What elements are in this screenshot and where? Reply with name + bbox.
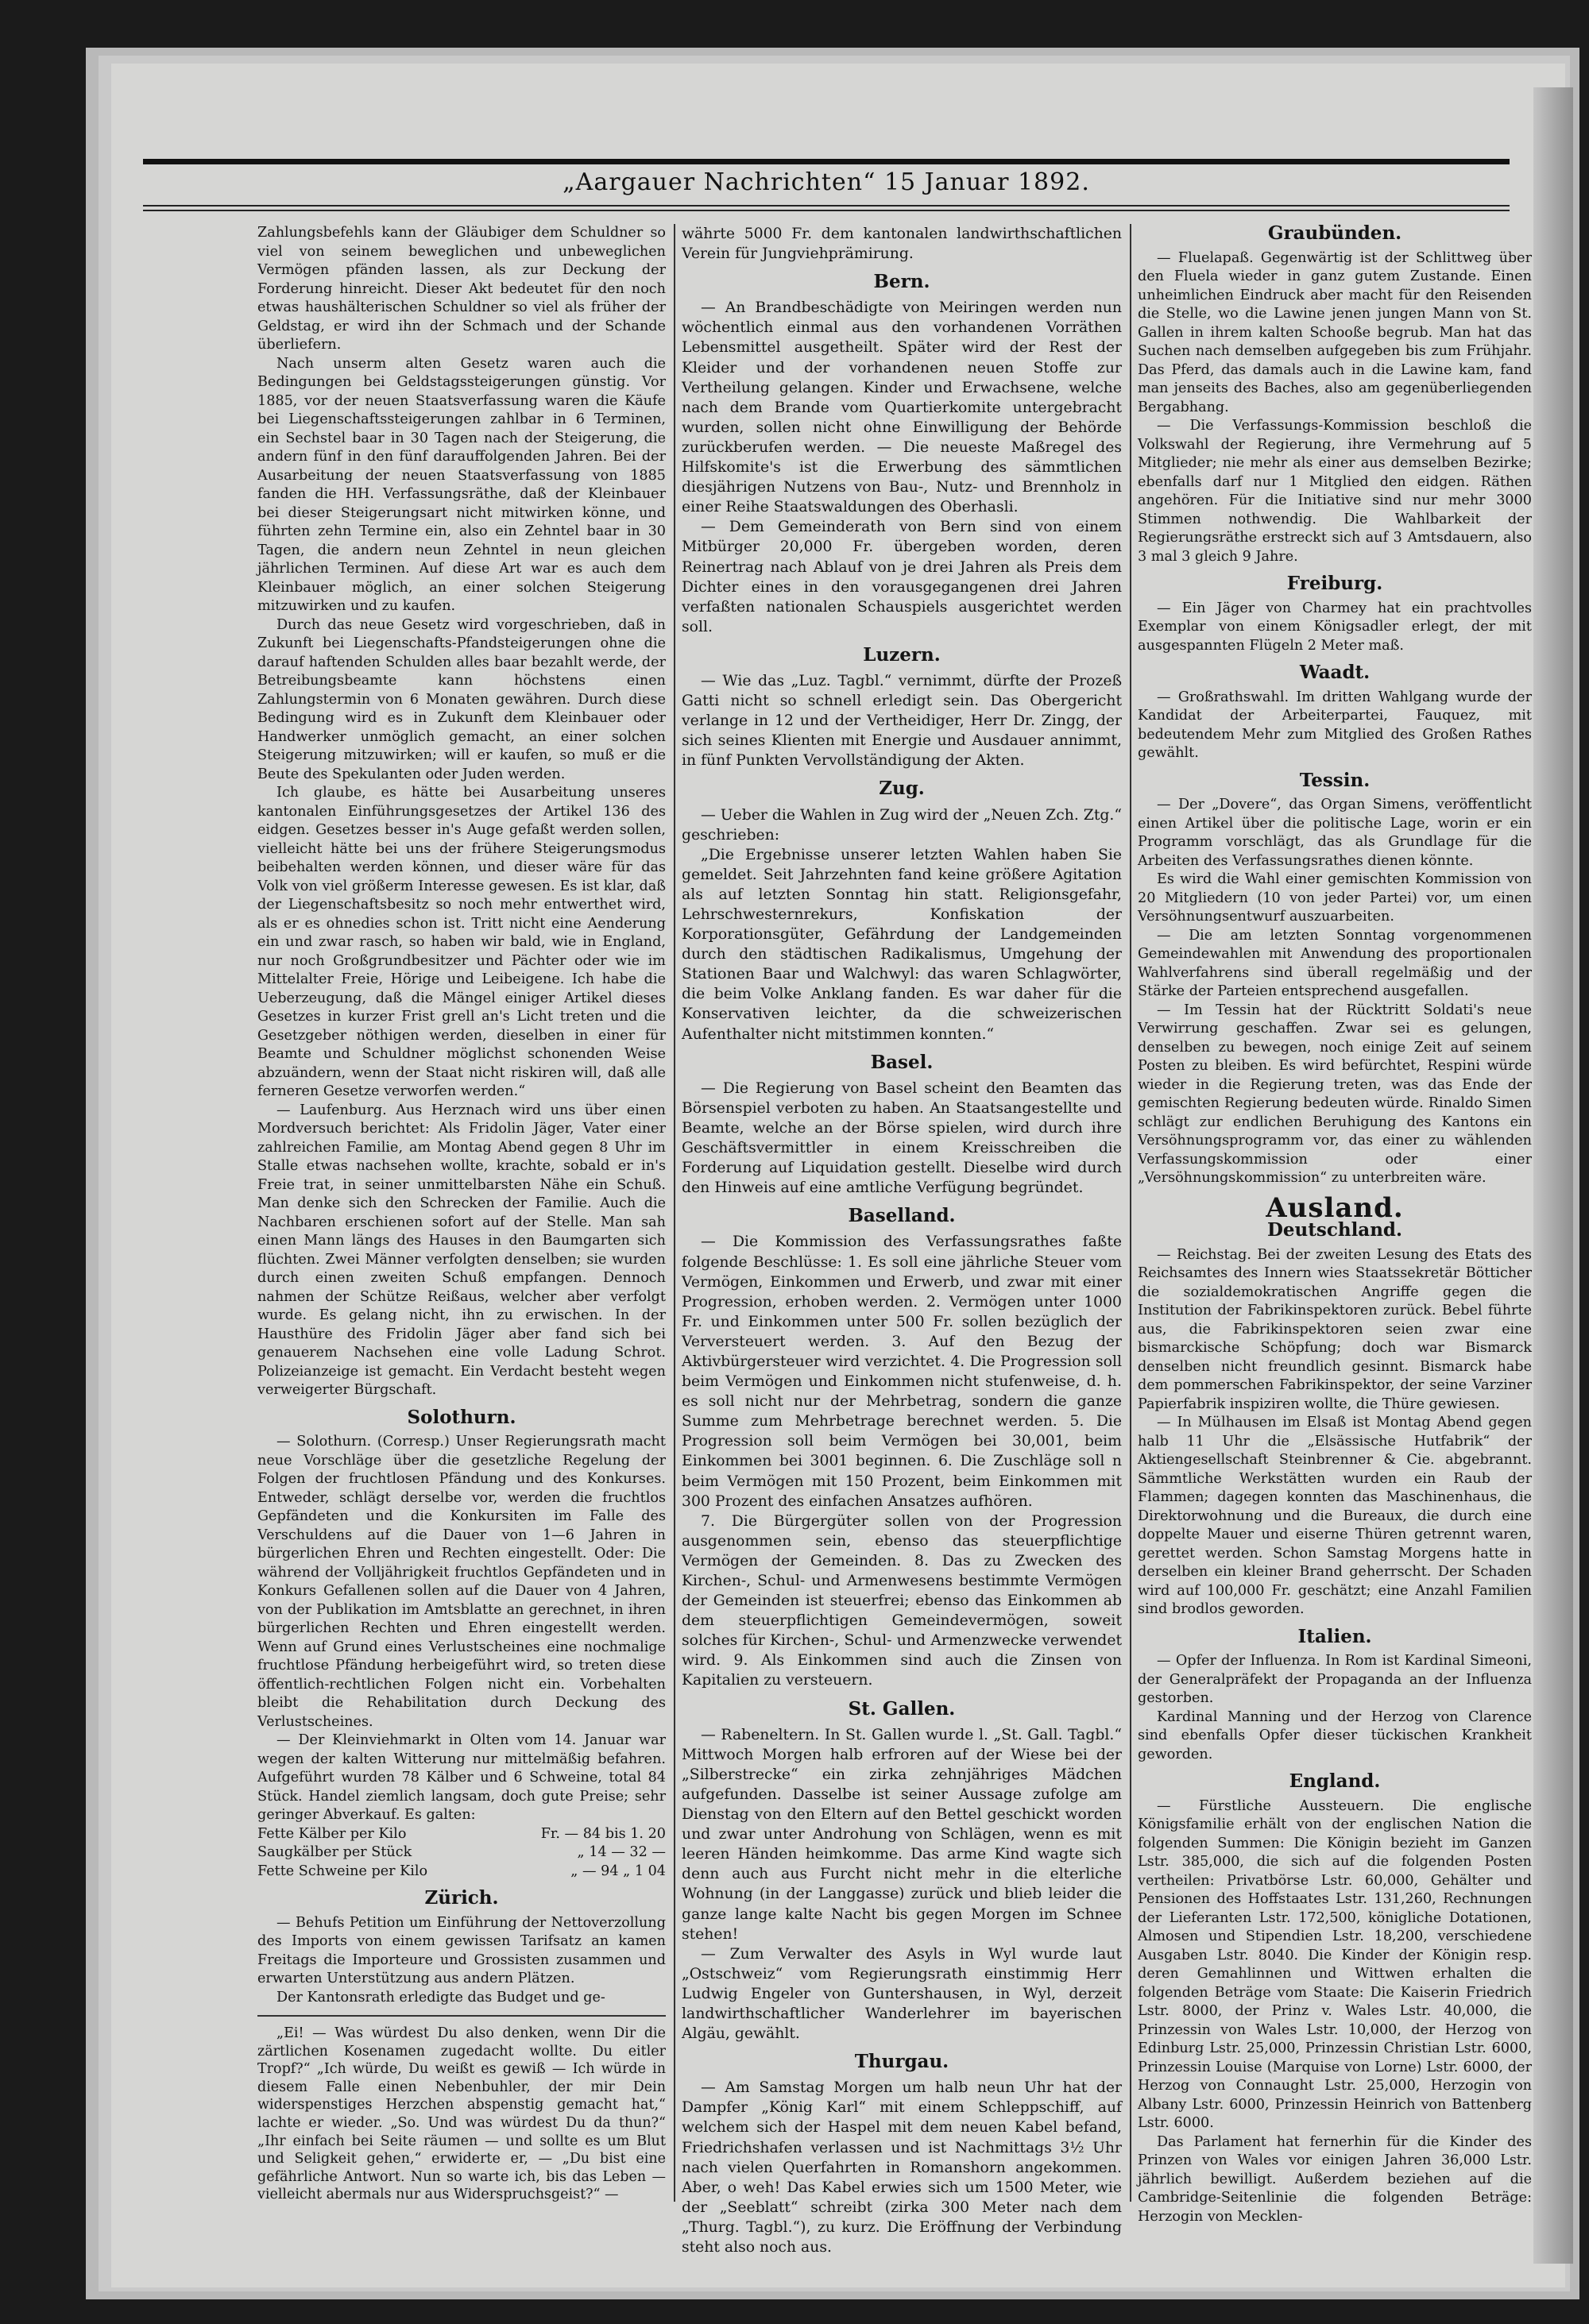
section-heading: Freiburg. bbox=[1286, 573, 1383, 594]
paragraph: Das Parlament hat fernerhin für die Kinder des Prinzen von Wales vor einigen Jahren 36,000 Lstr. jährlich bewilligt. Außerdem beziehen auf die Cambridge-Seitenlinie die folgenden Beträge: Herzogin von Mecklen- bbox=[1138, 2133, 1532, 2225]
paragraph: — Fluelapaß. Gegenwärtig ist der Schlittweg über den Fluela wieder in ganz gutem Zustande. Einen unheimlichen Eindruck aber macht für den Reisenden die Stelle, wo die Lawine jenen jungen Mann von St. Gallen in ihrem kalten Schooße begrub. Man hat das Suchen nach demselben aufgegeben bis zum Frühjahr. Das Pferd, das damals auch in die Lawine kam, fand man jenseits des Baches, also am gegenüberliegenden Bergabhang. bbox=[1138, 249, 1532, 415]
section-heading: Italien. bbox=[1297, 1625, 1372, 1647]
price-row bbox=[257, 1825, 666, 1844]
paragraph: — Ueber die Wahlen in Zug wird der „Neuen Zch. Ztg.“ geschrieben: bbox=[682, 806, 1122, 844]
paragraph: — Reichstag. Bei der zweiten Lesung des Etats des Reichsamtes des Innern wies Staatssekretär Bötticher die sozialdemokratischen Angriffe gegen die Institution der Fabrikinspektoren zurück. Bebel führte aus, die Fabrikinspektoren seien zwar eine bismarckische Schöpfung; doch war Bismarck denselben nicht freundlich gesinnt. Bismarck habe dem pommerschen Fabrikinspektor, der seine Varziner Papierfabrik inspiziren wollte, die Thüre gewiesen. bbox=[1138, 1246, 1532, 1412]
paragraph: — Zum Verwalter des Asyls in Wyl wurde laut „Ostschweiz“ vom Regierungsrath einstimmig Herr Ludwig Engeler von Guntershausen, in Wyl, derzeit landwirthschaftlicher Wanderlehrer im bayerischen Algäu, gewählt. bbox=[682, 1945, 1122, 2043]
section-heading: Graubünden. bbox=[1267, 222, 1402, 244]
paragraph: Ich glaube, es hätte bei Ausarbeitung unseres kantonalen Einführungsgesetzes der Artikel 136 des eidgen. Gesetzes besser in's Auge gefaßt werden sollen, vielleicht hätte bei uns der frühere Steigerungsmodus beibehalten werden können, und dieser wäre für das Volk von viel größerm Interesse gewesen. Es ist klar, daß der Liegenschaftsbesitz so noch mehr entwerthet wird, als er es ohnedies schon ist. Tritt nicht eine Aenderung ein und zwar rasch, so haben wir bald, wie in England, nur noch Großgrundbesitzer und Pächter oder wie im Mittelalter Freie, Hörige und Leibeigene. Ich habe die Ueberzeugung, daß die Mängel einiger Artikel dieses Gesetzes in kurzer Frist grell an's Licht treten und die Gesetzgeber nöthigen werden, dieselben in einer für Beamte und Schuldner möglichst schonenden Weise abzuändern, wenn der Staat nicht riskiren will, daß alle ferneren Gesetze verworfen werden.“ bbox=[257, 785, 666, 1099]
section-heading: Tessin. bbox=[1299, 769, 1371, 791]
paragraph: — Die Regierung von Basel scheint den Beamten das Börsenspiel verboten zu haben. An Staatsangestellte und Beamte, welche an der Börse spielen, wird durch ihre Geschäftsvermittler in einem Kreisschreiben die Forderung auf Liquidation gestellt. Dieselbe wird durch den Hinweis auf eine amtliche Verfügung begründet. bbox=[682, 1079, 1122, 1197]
price-value: Fr. — 84 bis 1. 20 bbox=[540, 1825, 666, 1842]
paragraph: Durch das neue Gesetz wird vorgeschrieben, daß in Zukunft bei Liegenschafts-Pfandsteigerungen ohne die darauf haftenden Schulden alles baar bezahlt werde, der Betreibungsbeamte kann höchstens einen Zahlungstermin von 6 Monaten gewähren. Durch diese Bedingung wird es in Zukunft dem Kleinbauer oder Handwerker unmöglich gemacht, an einer solchen Steigerung mitzuwirken; will er kaufen, so muß er die Beute des Spekulanten oder Juden werden. bbox=[257, 616, 666, 782]
paragraph: — Am Samstag Morgen um halb neun Uhr hat der Dampfer „König Karl“ mit einem Schleppschiff, auf welchem sich der Haspel mit dem neuen Kabel befand, Friedrichshafen verlassen und ist Nachmittags 3½ Uhr nach vielen Querfahrten in Romanshorn angekommen. Aber, o weh! Das Kabel erwies sich um 1500 Meter, wie der „Seeblatt“ schreibt (zirka 300 Meter nach dem „Thurg. Tagbl.“), zu kurz. Die Eröffnung der Verbindung steht also noch aus. bbox=[682, 2079, 1122, 2256]
masthead-bottom-rule bbox=[143, 205, 1510, 207]
paragraph: Kardinal Manning und der Herzog von Clarence sind ebenfalls Opfer dieser tückischen Krankheit geworden. bbox=[1138, 1708, 1532, 1762]
paragraph: — Die Kommission des Verfassungsrathes faßte folgende Beschlüsse: 1. Es soll eine jährliche Steuer vom Vermögen, Einkommen und Erwerb, und zwar mit einer Progression, erhoben werden. 2. Vermögen unter 1000 Fr. und Einkommen unter 500 Fr. sollen bezüglich der Verversteuert werden. 3. Auf den Bezug der Aktivbürgersteuer wird verzichtet. 4. Die Progression soll beim Vermögen und Einkommen nicht stufenweise, d. h. es soll nicht nur der Mehrbetrag, sondern die ganze Summe zum Mehrbetrage berechnet werden. 5. Die Progression soll beim Vermögen bei 30,001, beim Einkommen bei 3001 beginnen. 6. Die Zuschläge soll n beim Vermögen mit 150 Prozent, beim Einkommen mit 300 Prozent des einfachen Ansatzes aufhören. bbox=[682, 1233, 1122, 1510]
section-heading: St. Gallen. bbox=[848, 1697, 956, 1720]
masthead-top-rule bbox=[143, 159, 1510, 164]
section-heading: Luzern. bbox=[863, 643, 941, 666]
paragraph: — Behufs Petition um Einführung der Nettoverzollung des Imports von einem gewissen Tarifsatz an kamen Freitags die Importeure und Grossisten zusammen und erwarten Unterstützung aus andern Plätzen. bbox=[257, 1914, 666, 1986]
paragraph: — Die Verfassungs-Kommission beschloß die Volkswahl der Regierung, ihre Vermehrung auf 5 Mitglieder; nie mehr als einer aus demselben Bezirke; ebenfalls darf nur 1 Mitglied den eidgen. Räthen angehören. Für die Initiative sind nur mehr 3000 Stimmen nothwendig. Die Wahlbarkeit der Regierungsräthe erstreckt sich auf 3 Amtsdauern, also 3 mal 3 gleich 9 Jahre. bbox=[1138, 418, 1532, 565]
paragraph: Es wird die Wahl einer gemischten Kommission von 20 Mitgliedern (10 von jeder Partei) vor, um einen Versöhnungsentwurf auszuarbeiten. bbox=[1138, 871, 1532, 925]
paragraph: — Fürstliche Aussteuern. Die englische Königsfamilie erhält von der englischen Nation die folgenden Summen: Die Königin bezieht im Ganzen Lstr. 385,000, die sich auf die folgenden Posten vertheilen: Privatbörse Lstr. 60,000, Gehälter und Pensionen des Hoffstaates Lstr. 131,260, Rechnungen der Lieferanten Lstr. 172,500, königliche Dotationen, Almosen und Stipendien Lstr. 18,200, verschiedene Ausgaben Lstr. 8040. Die Kinder der Königin resp. deren Gemahlinnen und Wittwen erhalten die folgenden Beträge vom Staate: Die Kaiserin Friedrich Lstr. 8000, der Prinz v. Wales Lstr. 40,000, die Prinzessin von Wales Lstr. 10,000, der Herzog von Edinburg Lstr. 25,000, Prinzessin Christian Lstr. 6000, Prinzessin Louise (Marquise von Lorne) Lstr. 6000, der Herzog von Connaught Lstr. 25,000, Herzogin von Albany Lstr. 6000, Prinzessin Heinrich von Battenberg Lstr. 6000. bbox=[1138, 1797, 1532, 2131]
paragraph: Nach unserm alten Gesetz waren auch die Bedingungen bei Geldstagssteigerungen günstig. Vor 1885, vor der neuen Staatsverfassung waren die Käufe bei Liegenschaftssteigerungen zahlbar in 6 Terminen, ein Sechstel baar in 30 Tagen nach der Steigerung, die andern fünf in den fünf darauffolgenden Jahren. Bei der Ausarbeitung der neuen Staatsverfassung von 1885 fanden die HH. Verfassungsräthe, daß der Kleinbauer bei dieser Steigerungsart nicht mitwirken könne, und führten zehn Termine ein, also ein Zehntel baar in 30 Tagen, die andern neun Zehntel in neun gleichen jährlichen Terminen. Auf diese Art war es auch dem Kleinbauer möglich, an einer solchen Steigerung mitzuwirken und zu kaufen. bbox=[257, 355, 666, 614]
paragraph: währte 5000 Fr. dem kantonalen landwirthschaftlichen Verein für Jungviehprämirung. bbox=[682, 226, 1122, 263]
column-3 bbox=[1138, 224, 1532, 2226]
paragraph: — An Brandbeschädigte von Meiringen werden nun wöchentlich einmal aus den vorhandenen Vorräthen Lebensmittel ausgetheilt. Später wird der Rest der Kleider und der vorhandenen neuen Stoffe zur Vertheilung gelangen. Kinder und Erwachsene, welche nach dem Brande vom Quartierkomite untergebracht wurden, sollen nicht ohne Einwilligung der Behörde zurückberufen werden. — Die neueste Maßregel des Hilfskomite's ist die Erwerbung des sämmtlichen diesjährigen Nutzens von Bau-, Nutz- und Brennholz in einer Reihe Staatswaldungen des Oberhasli. bbox=[682, 299, 1122, 516]
paragraph: — Die am letzten Sonntag vorgenommenen Gemeindewahlen mit Anwendung des proportionalen Wahlverfahrens sind überall regelmäßig und der Stärke der Parteien entsprechend ausgefallen. bbox=[1138, 927, 1532, 999]
price-row bbox=[257, 1843, 666, 1863]
section-heading: Baselland. bbox=[848, 1205, 956, 1227]
paragraph: — Dem Gemeinderath von Bern sind von einem Mitbürger 20,000 Fr. übergeben worden, deren Reinertrag nach Ablauf von je drei Jahren als Preis dem Dichter eines in den vorausgegangenen drei Jahren verfaßten nationalen Schauspiels ausgerichtet werden soll. bbox=[682, 519, 1122, 635]
feuilleton-text: „Ei! — Was würdest Du also denken, wenn Dir die zärtlichen Kosenamen zugedacht wollte. Du eitler Tropf?“ „Ich würde, Du weißt es gewiß — Ich würde in diesem Falle einen Nebenbuhler, der mir Dein widerspenstiges Herzchen abspenstig gemacht hat,“ lachte er wieder. „So. Und was würdest Du da thun?“ „Ihr einfach bei Seite räumen — und sollte es um Blut und Seligkeit gehen,“ erwiderte er, — „Du bist eine gefährliche Antwort. Nun so warte ich, bis das Leben — vielleicht abermals nur aus Widerspruchsgeist?“ — bbox=[257, 2025, 666, 2203]
major-section-heading: Ausland. bbox=[1266, 1191, 1404, 1224]
paragraph: — Der „Dovere“, das Organ Simens, veröffentlicht einen Artikel über die politische Lage, worin er ein Programm vorschlägt, das als Grundlage für die Arbeiten des Verfassungsrathes dienen könnte. bbox=[1138, 797, 1532, 869]
price-value: „ 14 — 32 — bbox=[577, 1844, 666, 1860]
paragraph: — Opfer der Influenza. In Rom ist Kardinal Simeoni, der Generalpräfekt der Propaganda an der Influenza gestorben. bbox=[1138, 1653, 1532, 1706]
paragraph: — Der Kleinviehmarkt in Olten vom 14. Januar war wegen der kalten Witterung nur mittelmäßig befahren. Aufgeführt wurden 78 Kälber und 6 Schweine, total 84 Stück. Handel ziemlich langsam, doch gute Preise; sehr geringer Abverkauf. Es galten: bbox=[257, 1732, 666, 1823]
page-right-edge bbox=[1533, 87, 1573, 2264]
section-heading: Basel. bbox=[870, 1051, 934, 1073]
price-value: „ — 94 „ 1 04 bbox=[570, 1863, 666, 1879]
section-heading: Waadt. bbox=[1299, 662, 1371, 683]
price-row bbox=[257, 1863, 666, 1882]
section-heading: Zug. bbox=[879, 778, 925, 800]
masthead-bottom-rule-2 bbox=[143, 210, 1510, 211]
paragraph: — Laufenburg. Aus Herznach wird uns über einen Mordversuch berichtet: Als Fridolin Jäger, Vater einer zahlreichen Familie, am Montag Abend gegen 8 Uhr im Stalle etwas nachsehen wollte, krachte, sobald er in's Freie trat, in seiner unmittelbarsten Nähe ein Schuß. Man denke sich den Schrecken der Familie. Auch die Nachbaren erschienen sofort auf der Stelle. Man sah einen Mann längs des Hauses in den Baumgarten sich flüchten. Zwei Männer verfolgten denselben; sie wurden durch einen zweiten Schuß empfangen. Dennoch nahmen der Schütze Reißaus, welcher aber verfolgt wurde. Es gelang nicht, ihn zu erwischen. In der Hausthüre des Fridolin Jäger aber fand sich bei genauerem Nachsehen eine volle Ladung Schrot. Polizeianzeige ist gemacht. Ein Verdacht besteht wegen verweigerter Bürgschaft. bbox=[257, 1102, 666, 1398]
column-divider-1 bbox=[674, 224, 675, 2202]
column-divider-2 bbox=[1130, 224, 1131, 2202]
section-heading: Bern. bbox=[873, 271, 930, 293]
paragraph: — In Mülhausen im Elsaß ist Montag Abend gegen halb 11 Uhr die „Elsässische Hutfabrik“ der Aktiengesellschaft Steinbrenner & Cie. abgebrannt. Sämmtliche Werkstätten wurden ein Raub der Flammen; dagegen konnten das Maschinenhaus, die Direktorwohnung und die Bureaux, die durch eine doppelte Mauer und eiserne Thüren getrennt waren, gerettet werden. Schon Samstag Morgens hatte in derselben ein kleiner Brand geherrscht. Der Schaden wird auf 100,000 Fr. geschätzt; eine Anzahl Familien sind brodlos geworden. bbox=[1138, 1415, 1532, 1617]
paragraph: — Wie das „Luz. Tagbl.“ vernimmt, dürfte der Prozeß Gatti nicht so schnell erledigt sein. Das Obergericht verlange in 12 und der Vertheidiger, Herr Dr. Zingg, der sich seines Klienten mit Energie und Ausdauer annimmt, in fünf Punkten Vervollständigung der Akten. bbox=[682, 672, 1122, 770]
section-heading: England. bbox=[1289, 1770, 1381, 1792]
paragraph: — Großrathswahl. Im dritten Wahlgang wurde der Kandidat der Arbeiterpartei, Fauquez, mit bedeutendem Mehr zum Mitglied des Großen Rathes gewählt. bbox=[1138, 689, 1532, 761]
paragraph: Zahlungsbefehls kann der Gläubiger dem Schuldner so viel von seinem beweglichen und unbeweglichen Vermögen pfänden lassen, als zur Deckung der Forderung hinreicht. Dieser Akt bedeutet für den noch etwas haushälterischen Schuldner so viel als früher der Geldstag, er wird ihn der Schmach und der Schande überliefern. bbox=[257, 225, 666, 353]
price-item: Fette Schweine per Kilo bbox=[257, 1863, 428, 1879]
section-heading: Solothurn. bbox=[407, 1406, 516, 1428]
price-item: Fette Kälber per Kilo bbox=[257, 1825, 407, 1842]
paragraph: — Im Tessin hat der Rücktritt Soldati's neue Verwirrung geschaffen. Zwar sei es gelungen, denselben zu bewegen, noch einige Zeit auf seinem Posten zu bleiben. Es wird befürchtet, Respini würde wieder in die Regierung treten, was das Ende der gemischten Regierung bedeuten würde. Rinaldo Simen schlägt zur endlichen Beruhigung des Kantons ein Versöhnungsprogramm vor, das einer zu wählenden Verfassungskommission oder einer „Versöhnungskommission“ zu unterbreiten wäre. bbox=[1138, 1002, 1532, 1186]
paragraph: — Ein Jäger von Charmey hat ein prachtvolles Exemplar von einem Königsadler erlegt, der mit ausgespannten Flügeln 2 Meter maß. bbox=[1138, 600, 1532, 654]
section-heading: Deutschland. bbox=[1266, 1219, 1403, 1241]
price-item: Saugkälber per Stück bbox=[257, 1844, 412, 1860]
masthead: „Aargauer Nachrichten“ 15 Januar 1892. bbox=[563, 168, 1090, 196]
paragraph: 7. Die Bürgergüter sollen von der Progression ausgenommen sein, ebenso das steuerpflichtige Vermögen der Gemeinden. 8. Das zu Zwecken des Kirchen-, Schul- und Armenwesens bestimmte Vermögen der Gemeinden ist steuerfrei; ebenso das Einkommen ab dem steuerpflichtigen Gemeindevermögen, soweit solches für Kirchen-, Schul- und Armenzwecke verwendet wird. 9. Als Einkommen sind auch die Zinsen von Kapitalien zu versteuern. bbox=[682, 1512, 1122, 1689]
section-heading: Zürich. bbox=[424, 1887, 499, 1909]
section-heading: Thurgau. bbox=[854, 2051, 949, 2073]
feuilleton-rule bbox=[257, 2015, 666, 2017]
paragraph: — Rabeneltern. In St. Gallen wurde l. „St. Gall. Tagbl.“ Mittwoch Morgen halb erfroren auf der Wiese bei der „Silberstrecke“ ein zirka zehnjähriges Mädchen aufgefunden. Dasselbe ist seiner Aussage zufolge am Dienstag von den Eltern auf den Bettel geschickt worden und zwar unter Androhung von Schlägen, wenn es mit leeren Händen heimkomme. Das arme Kind wagte sich denn auch aus Furcht nicht mehr in die elterliche Wohnung (in der Langgasse) zurück und blieb leider die ganze lange kalte Nacht bis gegen Morgen im Schnee stehen! bbox=[682, 1726, 1122, 1943]
column-2 bbox=[682, 224, 1122, 2257]
paragraph: Der Kantonsrath erledigte das Budget und ge- bbox=[276, 1989, 605, 2006]
paragraph: — Solothurn. (Corresp.) Unser Regierungsrath macht neue Vorschläge über die gesetzliche Regelung der Folgen der fruchtlosen Pfändung und des Konkurses. Entweder, schlägt derselbe vor, werden die fruchtlos Gepfändeten und die Konkursiten im Falle des Verschuldens auf die Dauer von 1—6 Jahren in bürgerlichen Ehren und Rechten eingestellt. Oder: Die während der Volljährigkeit fruchtlos Gepfändeten und in Konkurs Gefallenen sollen auf die Dauer von 4 Jahren, von der Publikation im Amtsblatte an gerechnet, in ihren bürgerlichen Rechten und Ehren eingestellt werden. Wenn auf Grund eines Verlustscheines eine nochmalige fruchtlose Pfändung herbeigeführt wird, so treten diese öffentlich-rechtlichen Folgen nicht ein. Vorbehalten bleibt die Rehabilitation durch Deckung des Verlustscheines. bbox=[257, 1434, 666, 1730]
paragraph: „Die Ergebnisse unserer letzten Wahlen haben Sie gemeldet. Seit Jahrzehnten fand keine größere Agitation als auf letzten Sonntag hin statt. Religionsgefahr, Lehrschwesternrekurs, Konfiskation der Korporationsgüter, Gefährdung der Landgemeinden durch den städtischen Radikalismus, Umgehung der Stationen Baar und Walchwyl: das waren Schlagwörter, die beim Volke Anklang fanden. Es war daher für die Konservativen leichter, da die schweizerischen Aufenthalter nicht mitstimmen konnten.“ bbox=[682, 846, 1122, 1043]
column-1 bbox=[257, 224, 666, 2204]
